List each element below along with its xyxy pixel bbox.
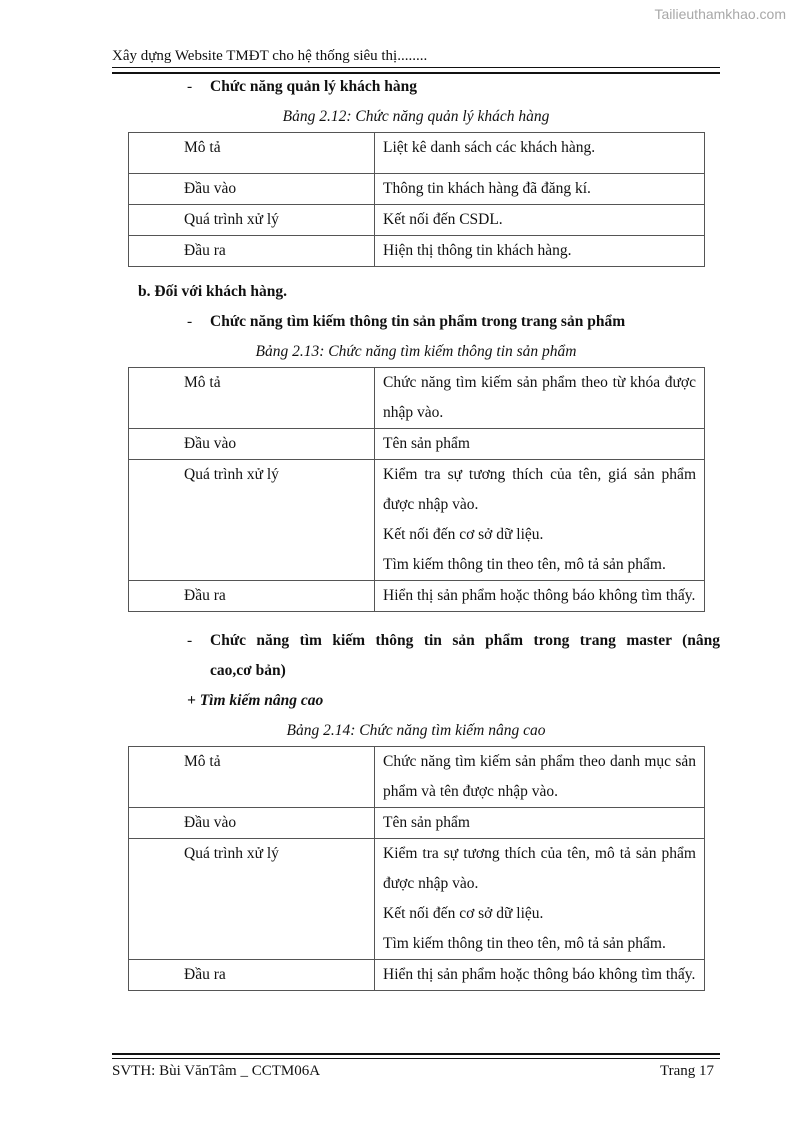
- row-label: Đầu vào: [129, 808, 375, 839]
- sub-heading-advanced-search: + Tìm kiếm nâng cao: [187, 692, 324, 709]
- row-value: Thông tin khách hàng đã đăng kí.: [375, 174, 705, 205]
- table-row: [129, 747, 705, 808]
- row-value: Hiển thị sản phẩm hoặc thông báo không tìm thấy.: [375, 581, 705, 612]
- row-label: Mô tả: [129, 133, 375, 174]
- row-label: Đầu vào: [129, 174, 375, 205]
- table-row: [129, 839, 705, 960]
- row-value: Hiển thị sản phẩm hoặc thông báo không tìm thấy.: [375, 960, 705, 991]
- row-label: Quá trình xử lý: [129, 205, 375, 236]
- row-value: Kết nối đến CSDL.: [375, 205, 705, 236]
- heading-text: Chức năng tìm kiếm thông tin sản phẩm trong trang sản phẩm: [210, 313, 626, 330]
- table-row: [129, 368, 705, 429]
- row-value: Liệt kê danh sách các khách hàng.: [375, 133, 705, 174]
- heading-text-line1: Chức năng tìm kiếm thông tin sản phẩm trong trang master (nâng: [210, 632, 720, 649]
- table-row: [129, 133, 705, 174]
- table-2-12: [128, 132, 705, 267]
- row-label: Đầu ra: [129, 236, 375, 267]
- table-2-13: [128, 367, 705, 612]
- section-heading-b: b. Đối với khách hàng.: [138, 283, 287, 300]
- table-row: [129, 581, 705, 612]
- dash-bullet: -: [187, 313, 193, 330]
- table-caption-2-12: Bảng 2.12: Chức năng quản lý khách hàng: [282, 108, 550, 125]
- page-header: [112, 48, 720, 74]
- row-value: Kiểm tra sự tương thích của tên, mô tả sản phẩm được nhập vào. Kết nối đến cơ sở dữ liệu. Tìm kiếm thông tin theo tên, mô tả sản phẩm.: [375, 839, 705, 960]
- table-row: [129, 174, 705, 205]
- section-heading-product-search: [112, 307, 720, 337]
- heading-text: Chức năng quản lý khách hàng: [210, 78, 418, 95]
- row-value: Chức năng tìm kiếm sản phẩm theo từ khóa được nhập vào.: [375, 368, 705, 429]
- row-label: Mô tả: [129, 747, 375, 808]
- row-label: Quá trình xử lý: [129, 460, 375, 581]
- row-value: Tên sản phẩm: [375, 808, 705, 839]
- table-caption-2-13: Bảng 2.13: Chức năng tìm kiếm thông tin sản phẩm: [255, 343, 577, 360]
- document-body: [112, 72, 720, 991]
- row-label: Quá trình xử lý: [129, 839, 375, 960]
- row-label: Đầu vào: [129, 429, 375, 460]
- watermark: Tailieuthamkhao.com: [654, 6, 786, 22]
- header-title: Xây dựng Website TMĐT cho hệ thống siêu thị........: [112, 48, 428, 64]
- page-footer: [112, 1053, 720, 1080]
- table-row: [129, 460, 705, 581]
- row-value: Kiểm tra sự tương thích của tên, giá sản phẩm được nhập vào. Kết nối đến cơ sở dữ liệu. Tìm kiếm thông tin theo tên, mô tả sản phẩm.: [375, 460, 705, 581]
- page-number: Trang 17: [659, 1063, 714, 1079]
- row-label: Mô tả: [129, 368, 375, 429]
- heading-text-line2: cao,cơ bản): [210, 662, 286, 679]
- table-2-14: [128, 746, 705, 991]
- table-row: [129, 808, 705, 839]
- row-value: Hiện thị thông tin khách hàng.: [375, 236, 705, 267]
- footer-author: SVTH: Bùi VănTâm _ CCTM06A: [112, 1063, 321, 1079]
- section-heading-master-search: [112, 626, 720, 686]
- table-row: [129, 960, 705, 991]
- row-value: Chức năng tìm kiếm sản phẩm theo danh mục sản phẩm và tên được nhập vào.: [375, 747, 705, 808]
- dash-bullet: -: [187, 78, 193, 95]
- table-row: [129, 429, 705, 460]
- row-label: Đầu ra: [129, 581, 375, 612]
- row-value: Tên sản phẩm: [375, 429, 705, 460]
- table-row: [129, 236, 705, 267]
- dash-bullet: -: [187, 632, 193, 649]
- table-row: [129, 205, 705, 236]
- table-caption-2-14: Bảng 2.14: Chức năng tìm kiếm nâng cao: [286, 722, 546, 739]
- section-heading-customer-management: [112, 72, 720, 102]
- row-label: Đầu ra: [129, 960, 375, 991]
